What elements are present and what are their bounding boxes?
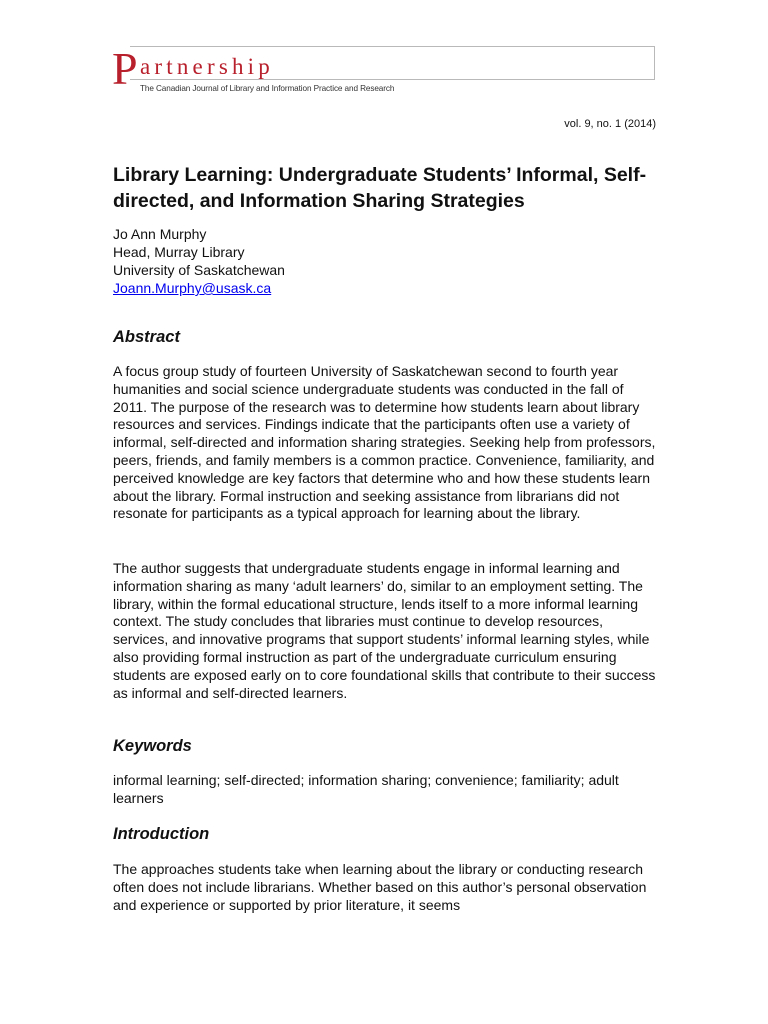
- issue-info: vol. 9, no. 1 (2014): [564, 118, 656, 130]
- masthead-subtitle: The Canadian Journal of Library and Information Practice and Research: [140, 84, 395, 93]
- masthead-wordmark: artnership: [140, 54, 274, 79]
- author-affiliation: University of Saskatchewan: [113, 262, 285, 278]
- abstract-paragraph-1: A focus group study of fourteen University of Saskatchewan second to fourth year humanities and social science undergraduate students was conducted in the fall of 2011. The purpose of the research was to determine how students learn about library resources and services. Findings indicate that the participants often use a variety of informal, self-directed and information sharing strategies. Seeking help from professors, peers, friends, and family members is a common practice. Convenience, familiarity, and perceived knowledge are key factors that determine who and how these students learn about the library. Formal instruction and seeking assistance from librarians did not resonate for participants as a typical approach for learning about the library.: [113, 363, 656, 522]
- article-title: Library Learning: Undergraduate Students’ Informal, Self-directed, and Information Sharing Strategies: [113, 164, 647, 212]
- introduction-text: The approaches students take when learning about the library or conducting research often does not include librarians. Whether based on this author’s personal observation and experience or supported by prior literature, it seems: [113, 861, 647, 913]
- journal-masthead: [112, 44, 656, 94]
- abstract-heading: Abstract: [113, 328, 180, 346]
- author-email-link[interactable]: Joann.Murphy@usask.ca: [113, 280, 272, 296]
- author-name: Jo Ann Murphy: [113, 226, 207, 242]
- abstract-paragraph-2: The author suggests that undergraduate students engage in informal learning and information sharing as many ‘adult learners’ do, similar to an employment setting. The library, within the formal educational structure, lends itself to a more informal learning context. The study concludes that libraries must continue to develop resources, services, and innovative programs that support students’ informal learning styles, while also providing formal instruction as part of the undergraduate curriculum ensuring students are exposed early on to core foundational skills that contribute to their success as informal and self-directed learners.: [113, 560, 656, 701]
- author-position: Head, Murray Library: [113, 244, 245, 260]
- author-block: [113, 225, 285, 297]
- masthead-initial: P: [112, 43, 138, 94]
- keywords-heading: Keywords: [113, 737, 192, 755]
- introduction-heading: Introduction: [113, 825, 210, 843]
- keywords-text: informal learning; self-directed; information sharing; convenience; familiarity; adult learners: [113, 772, 619, 806]
